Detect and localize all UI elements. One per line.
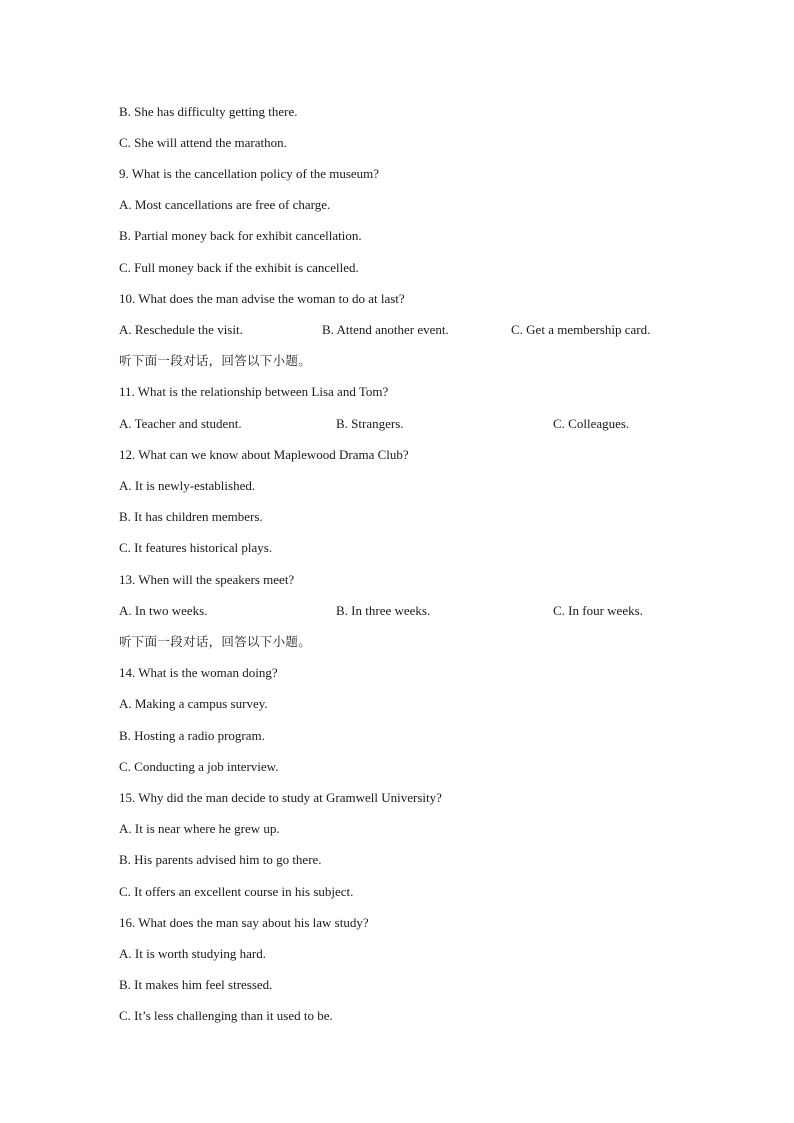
q13-question: 13. When will the speakers meet? xyxy=(119,572,295,587)
q10-options xyxy=(119,322,679,338)
q11-option-c: C. Colleagues. xyxy=(553,416,630,431)
q12-option-a: A. It is newly-established. xyxy=(119,478,256,493)
q10-option-c: C. Get a membership card. xyxy=(511,322,651,337)
q14-option-c: C. Conducting a job interview. xyxy=(119,759,279,774)
q10-option-a: A. Reschedule the visit. xyxy=(119,322,243,337)
q15-question: 15. Why did the man decide to study at Gramwell University? xyxy=(119,790,442,805)
q9-option-c: C. Full money back if the exhibit is cancelled. xyxy=(119,260,359,275)
q15-option-a: A. It is near where he grew up. xyxy=(119,821,280,836)
q14-option-b: B. Hosting a radio program. xyxy=(119,728,265,743)
q13-option-b: B. In three weeks. xyxy=(336,603,431,618)
q14-option-a: A. Making a campus survey. xyxy=(119,696,268,711)
q16-option-c: C. It’s less challenging than it used to be. xyxy=(119,1008,333,1023)
q16-option-a: A. It is worth studying hard. xyxy=(119,946,266,961)
section-header-2: 听下面一段对话，回答以下小题。 xyxy=(119,634,312,649)
q8-option-c: C. She will attend the marathon. xyxy=(119,135,287,150)
q10-option-b: B. Attend another event. xyxy=(322,322,449,337)
q10-question: 10. What does the man advise the woman to do at last? xyxy=(119,291,405,306)
q11-options xyxy=(119,416,679,432)
q9-question: 9. What is the cancellation policy of the museum? xyxy=(119,166,380,181)
q11-option-b: B. Strangers. xyxy=(336,416,404,431)
q11-question: 11. What is the relationship between Lisa and Tom? xyxy=(119,384,389,399)
q12-option-b: B. It has children members. xyxy=(119,509,263,524)
q15-option-c: C. It offers an excellent course in his subject. xyxy=(119,884,354,899)
section-header: 听下面一段对话，回答以下小题。 xyxy=(119,353,312,368)
q11-option-a: A. Teacher and student. xyxy=(119,416,242,431)
q12-question: 12. What can we know about Maplewood Drama Club? xyxy=(119,447,409,462)
q8-option-b: B. She has difficulty getting there. xyxy=(119,104,298,119)
q16-option-b: B. It makes him feel stressed. xyxy=(119,977,273,992)
q13-option-a: A. In two weeks. xyxy=(119,603,208,618)
q9-option-b: B. Partial money back for exhibit cancellation. xyxy=(119,228,362,243)
q16-question: 16. What does the man say about his law study? xyxy=(119,915,369,930)
q15-option-b: B. His parents advised him to go there. xyxy=(119,852,322,867)
q14-question: 14. What is the woman doing? xyxy=(119,665,278,680)
q13-option-c: C. In four weeks. xyxy=(553,603,643,618)
q9-option-a: A. Most cancellations are free of charge. xyxy=(119,197,331,212)
q12-option-c: C. It features historical plays. xyxy=(119,540,273,555)
q13-options xyxy=(119,603,679,619)
